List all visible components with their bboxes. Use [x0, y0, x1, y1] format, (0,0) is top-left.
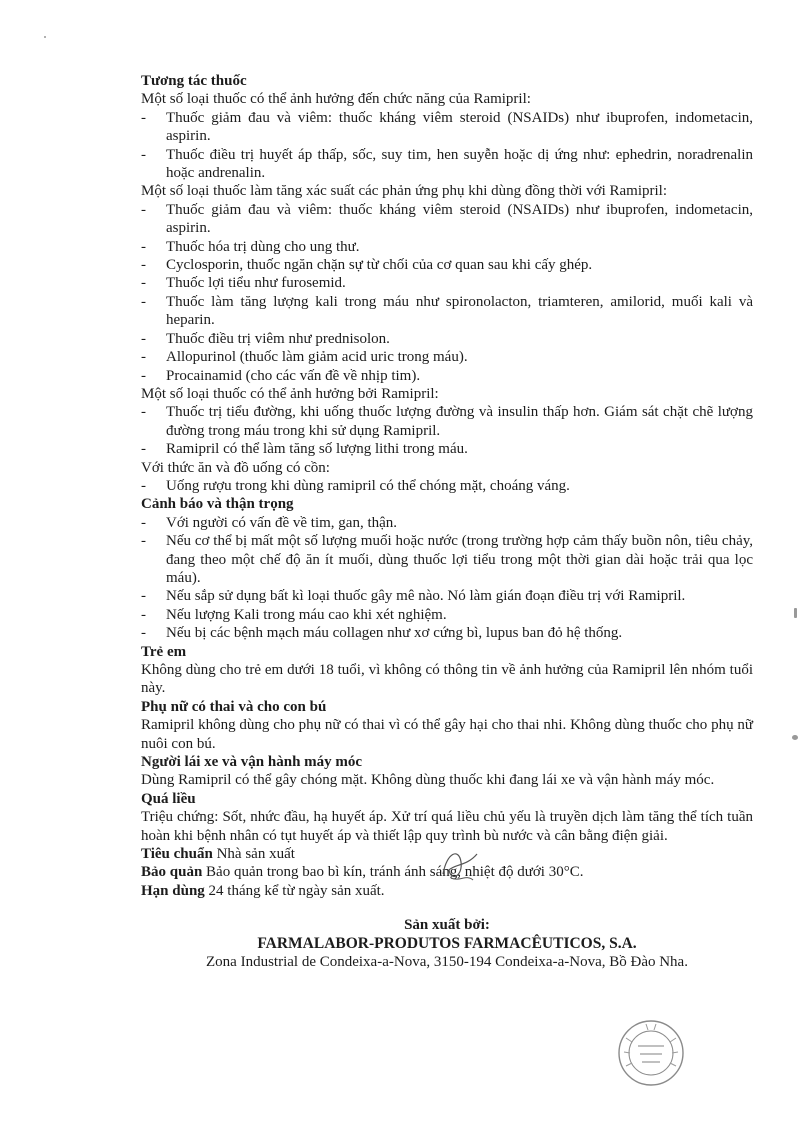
list-item: - Nếu bị các bệnh mạch máu collagen như xơ cứng bì, lupus ban đỏ hệ thống. [141, 624, 753, 642]
list-item: - Với người có vấn đề về tim, gan, thận. [141, 514, 753, 532]
driving-text: Dùng Ramipril có thể gây chóng mặt. Không dùng thuốc khi đang lái xe và vận hành máy móc. [141, 772, 715, 789]
list-item: - Allopurinol (thuốc làm giảm acid uric trong máu). [141, 348, 753, 366]
standard-label: Tiêu chuẩn [141, 846, 213, 863]
list-item: - Thuốc giảm đau và viêm: thuốc kháng viêm steroid (NSAIDs) như ibuprofen, indometacin, aspirin. [141, 201, 753, 238]
interactions-intro-1: Một số loại thuốc có thể ảnh hưởng đến chức năng của Ramipril: [141, 91, 531, 108]
list-item: - Thuốc hóa trị dùng cho ung thư. [141, 238, 753, 256]
list-item: - Ramipril có thể làm tăng số lượng lithi trong máu. [141, 440, 753, 458]
list-item: - Thuốc điều trị huyết áp thấp, sốc, suy tim, hen suyễn hoặc dị ứng như: ephedrin, noradrenalin hoặc andrenalin. [141, 146, 753, 183]
company-name: FARMALABOR-PRODUTOS FARMACÊUTICOS, S.A. [257, 934, 637, 952]
expiry-label: Hạn dùng [141, 882, 205, 899]
warnings-title: Cảnh báo và thận trọng [141, 496, 294, 513]
list-item: - Procainamid (cho các vấn đề về nhịp tim). [141, 367, 753, 385]
leaflet-page [141, 72, 753, 972]
interactions-intro-2: Một số loại thuốc làm tăng xác suất các phản ứng phụ khi dùng đồng thời với Ramipril: [141, 183, 667, 200]
children-text: Không dùng cho trẻ em dưới 18 tuổi, vì không có thông tin về ảnh hưởng của Ramipril lên nhóm tuổi này. [141, 662, 753, 697]
interactions-title: Tương tác thuốc [141, 73, 247, 89]
warnings-list [141, 514, 753, 643]
driving-title: Người lái xe và vận hành máy móc [141, 754, 363, 771]
interactions-intro-4: Với thức ăn và đồ uống có cồn: [141, 459, 330, 476]
storage-label: Bảo quản [141, 864, 203, 881]
overdose-title: Quá liều [141, 790, 196, 807]
signature-mark [437, 844, 483, 888]
interactions-list-2 [141, 201, 753, 385]
expiry-value: 24 tháng kể từ ngày sản xuất. [208, 882, 385, 899]
interactions-list-1 [141, 109, 753, 183]
list-item: - Thuốc giảm đau và viêm: thuốc kháng viêm steroid (NSAIDs) như ibuprofen, indometacin, aspirin. [141, 109, 753, 146]
scan-speck [792, 735, 798, 740]
standard-value: Nhà sản xuất [216, 846, 295, 863]
company-seal [616, 1018, 686, 1088]
company-address: Zona Industrial de Condeixa-a-Nova, 3150-194 Condeixa-a-Nova, Bồ Đào Nha. [206, 954, 688, 971]
pregnancy-text: Ramipril không dùng cho phụ nữ có thai vì có thể gây hại cho thai nhi. Không dùng thuốc cho phụ nữ nuôi con bú. [141, 717, 753, 752]
storage-value: Bảo quản trong bao bì kín, tránh ánh sáng, nhiệt độ dưới 30°C. [206, 864, 584, 881]
list-item: - Thuốc trị tiểu đường, khi uống thuốc lượng đường và insulin thấp hơn. Giám sát chặt chẽ lượng đường trong máu trong khi sử dụng Ramipril. [141, 403, 753, 440]
list-item: - Thuốc làm tăng lượng kali trong máu như spironolacton, triamteren, amilorid, muối kali và heparin. [141, 293, 753, 330]
manufacturer-block [141, 916, 753, 971]
scan-speck [794, 608, 797, 618]
manufactured-by-label: Sản xuất bởi: [404, 917, 490, 934]
list-item: - Thuốc lợi tiểu như furosemid. [141, 274, 753, 292]
interactions-list-3 [141, 403, 753, 458]
interactions-list-4 [141, 477, 753, 495]
list-item: - Cyclosporin, thuốc ngăn chặn sự từ chối của cơ quan sau khi cấy ghép. [141, 256, 753, 274]
overdose-text: Triệu chứng: Sốt, nhức đầu, hạ huyết áp. Xử trí quá liều chủ yếu là truyền dịch làm tăng thể tích tuần hoàn khi bệnh nhân có tụt huyết áp và thiết lập quy trình bù nước và cân bằng điện giải. [141, 809, 753, 844]
list-item: - Nếu cơ thể bị mất một số lượng muối hoặc nước (trong trường hợp cảm thấy buồn nôn, tiêu chảy, đang theo một chế độ ăn ít muối, dùng thuốc lợi tiểu trong một thời gian dài hoặc trải qua lọc máu). [141, 532, 753, 587]
list-item: - Uống rượu trong khi dùng ramipril có thể chóng mặt, choáng váng. [141, 477, 753, 495]
children-title: Trẻ em [141, 643, 187, 660]
scan-speck [44, 36, 46, 38]
interactions-intro-3: Một số loại thuốc có thể ảnh hưởng bởi Ramipril: [141, 385, 439, 402]
list-item: - Nếu sắp sử dụng bất kì loại thuốc gây mê nào. Nó làm gián đoạn điều trị với Ramipril. [141, 587, 753, 605]
pregnancy-title: Phụ nữ có thai và cho con bú [141, 698, 327, 715]
list-item: - Nếu lượng Kali trong máu cao khi xét nghiệm. [141, 606, 753, 624]
list-item: - Thuốc điều trị viêm như prednisolon. [141, 330, 753, 348]
